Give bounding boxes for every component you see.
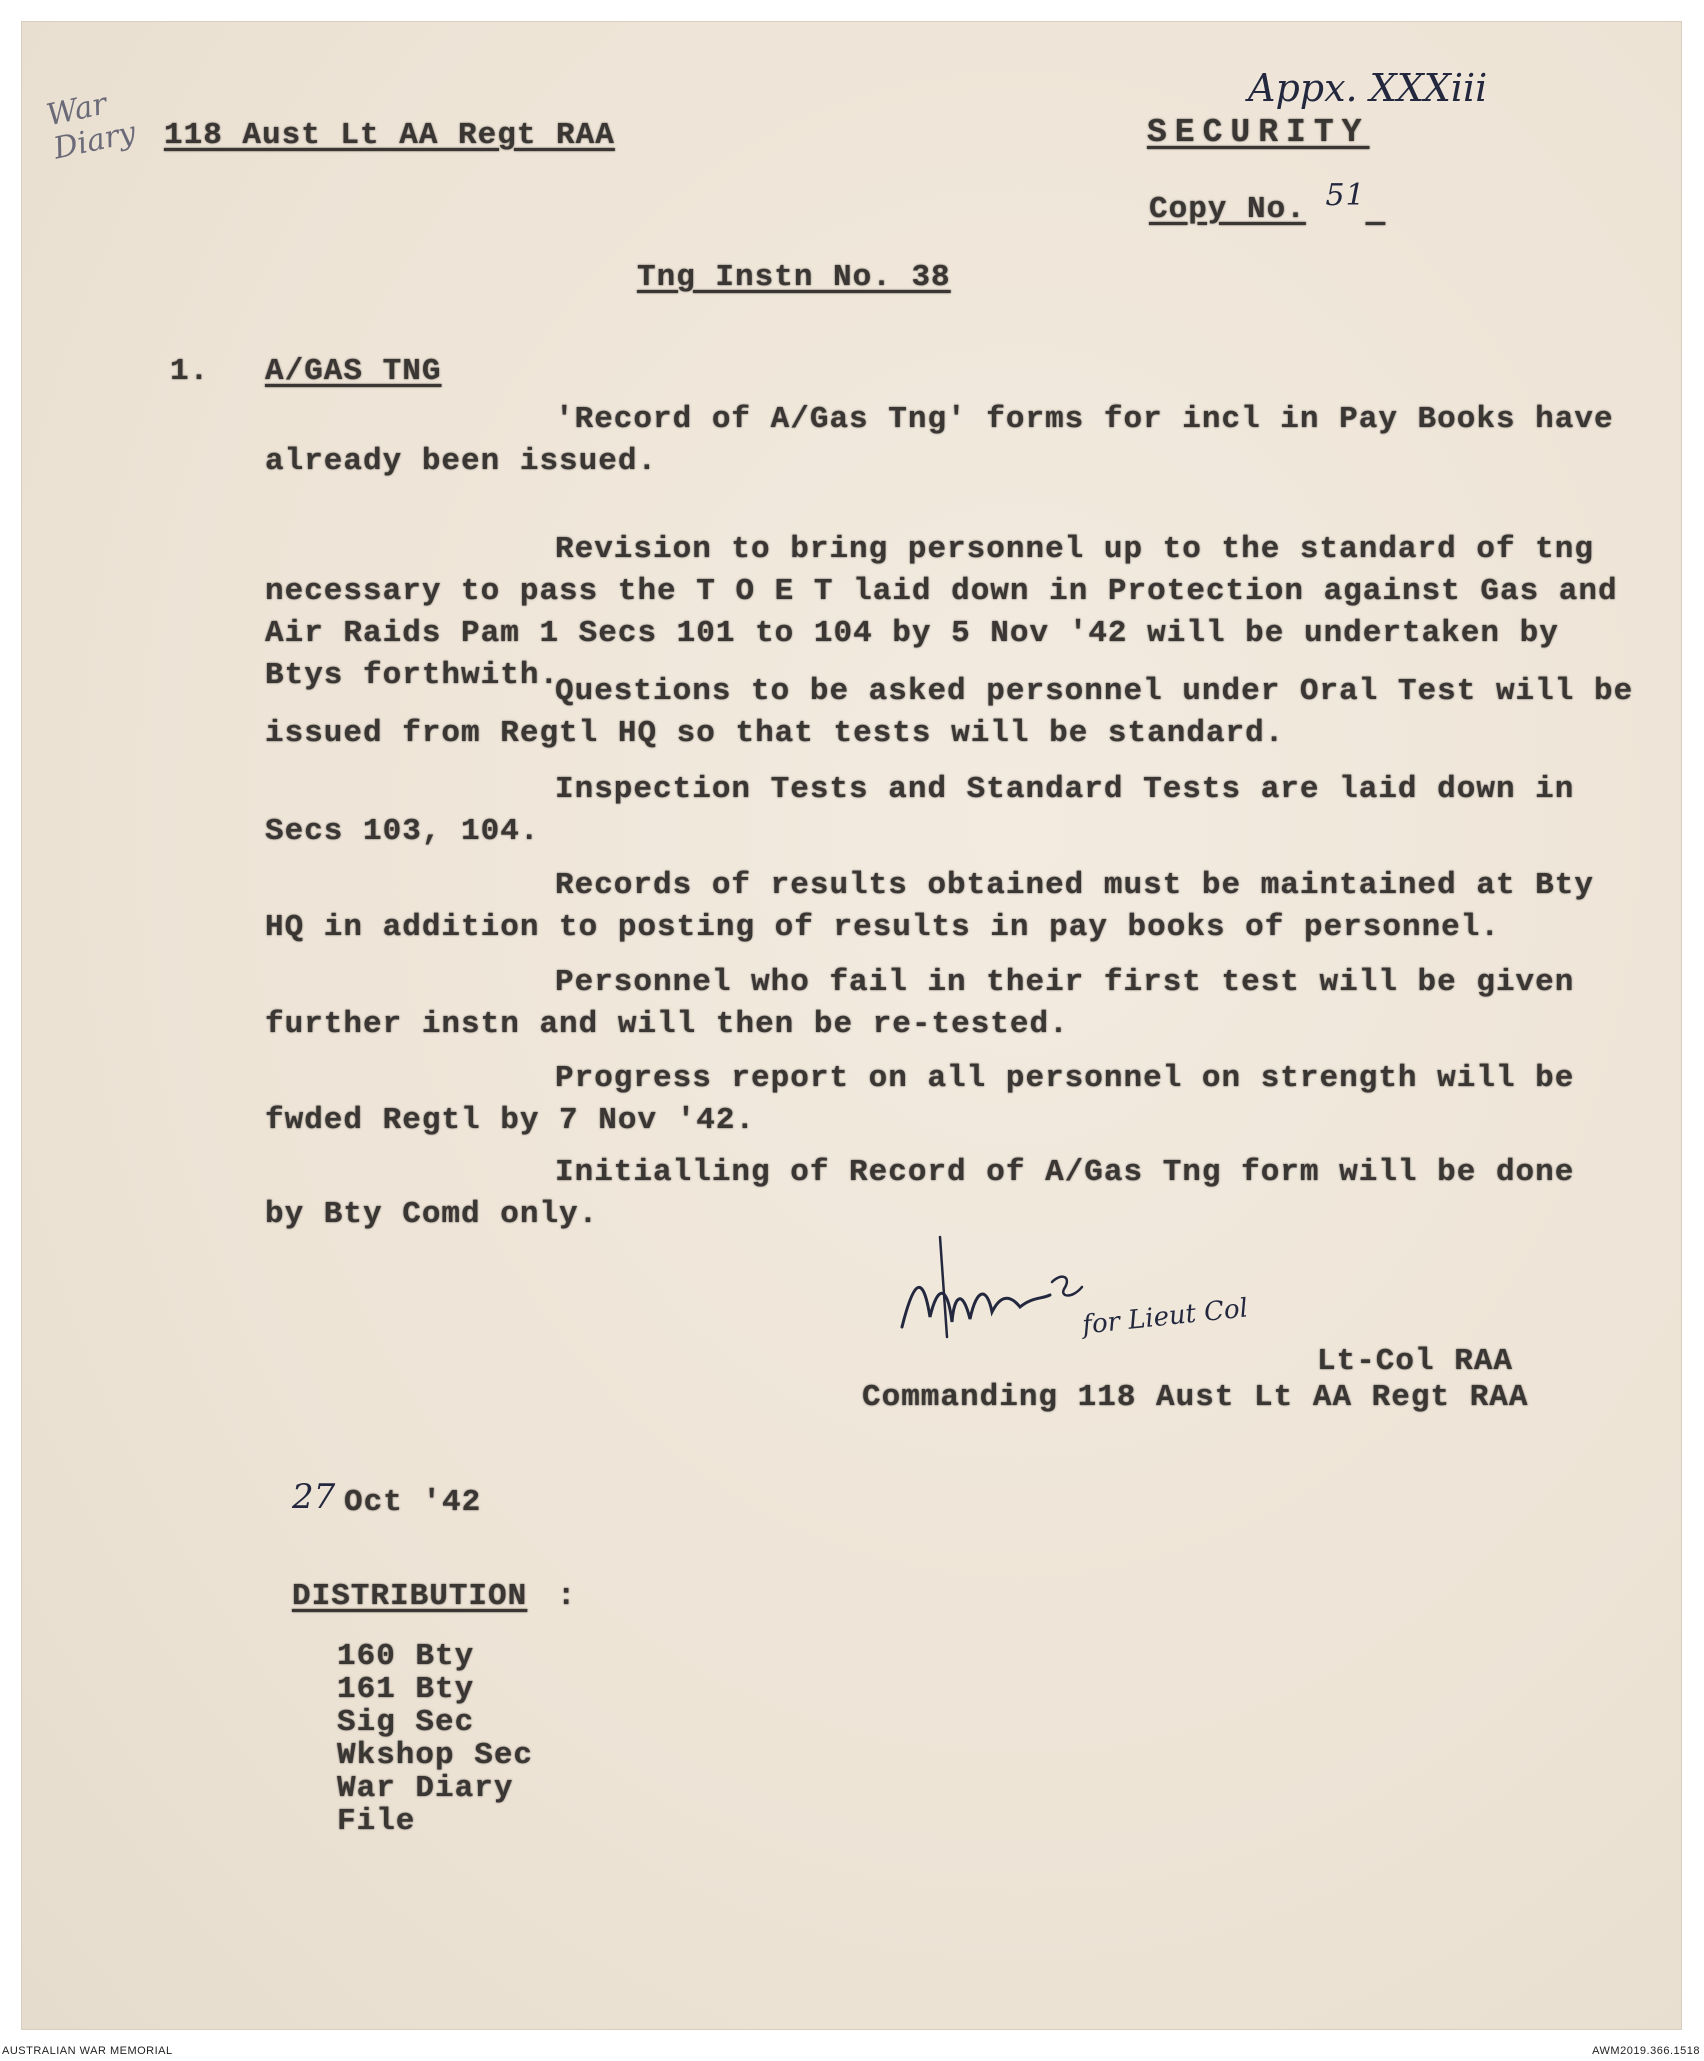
signatory-appointment: Commanding 118 Aust Lt AA Regt RAA: [862, 1380, 1529, 1415]
paragraph-line: Btys forthwith.: [265, 658, 560, 693]
list-item: Wkshop Sec: [337, 1738, 534, 1773]
paragraph-line: Inspection Tests and Standard Tests are laid down in: [555, 772, 1575, 807]
list-item: 161 Bty: [337, 1672, 475, 1707]
list-item: Sig Sec: [337, 1705, 475, 1740]
distribution-colon: :: [556, 1579, 577, 1614]
paragraph-line: Secs 103, 104.: [265, 814, 540, 849]
date-day: 27: [292, 1477, 336, 1517]
paragraph-5: [265, 868, 1595, 952]
paragraph-line: by Bty Comd only.: [265, 1197, 599, 1232]
paragraph-line: Records of results obtained must be maintained at Bty: [555, 868, 1594, 903]
paragraph-line: fwded Regtl by 7 Nov '42.: [265, 1103, 756, 1138]
paragraph-line: Questions to be asked personnel under Oral Test will be: [555, 674, 1634, 709]
signatory-rank: Lt-Col RAA: [1317, 1344, 1514, 1379]
signature-for-note: for Lieut Col: [1080, 1293, 1250, 1341]
unit-heading: 118 Aust Lt AA Regt RAA: [164, 118, 615, 153]
list-item: War Diary: [337, 1771, 514, 1806]
archive-footer-left: AUSTRALIAN WAR MEMORIAL: [2, 2045, 173, 2057]
appendix-note: Appx. XXXiii: [1248, 66, 1488, 110]
date-month-year: Oct '42: [344, 1485, 482, 1520]
copy-underline: [1366, 192, 1416, 227]
paragraph-line: 'Record of A/Gas Tng' forms for incl in Pay Books have: [555, 402, 1614, 437]
paragraph-3: [265, 674, 1634, 758]
paragraph-7: [265, 1061, 1595, 1145]
security-classification: SECURITY: [1147, 114, 1370, 151]
paragraph-line: Initialling of Record of A/Gas Tng form will be done: [555, 1155, 1575, 1190]
paragraph-6: [265, 965, 1595, 1049]
paragraph-line: issued from Regtl HQ so that tests will be standard.: [265, 716, 1285, 751]
archive-footer-right: AWM2019.366.1518: [1592, 2045, 1700, 2057]
paragraph-line: further instn and will then be re-tested.: [265, 1007, 1069, 1042]
paragraph-line: necessary to pass the T O E T laid down in Protection against Gas and: [265, 574, 1618, 609]
copy-label: Copy No.: [1149, 192, 1306, 227]
document-page: [22, 22, 1681, 2029]
paragraph-line: HQ in addition to posting of results in pay books of personnel.: [265, 910, 1500, 945]
distribution-heading: [292, 1579, 576, 1614]
copy-number: 51: [1325, 178, 1366, 213]
paragraph-line: Progress report on all personnel on strength will be: [555, 1061, 1575, 1096]
paragraph-line: already been issued.: [265, 444, 658, 479]
paragraph-line: Revision to bring personnel up to the standard of tng: [555, 532, 1594, 567]
instruction-title: Tng Instn No. 38: [637, 260, 951, 295]
paragraph-line: Air Raids Pam 1 Secs 101 to 104 by 5 Nov '42 will be undertaken by: [265, 616, 1559, 651]
paragraph-line: Personnel who fail in their first test will be given: [555, 965, 1575, 1000]
section-number: 1.: [170, 354, 210, 389]
distribution-title: DISTRIBUTION: [292, 1579, 528, 1614]
list-item: 160 Bty: [337, 1639, 475, 1674]
section-heading: A/GAS TNG: [265, 354, 442, 389]
list-item: File: [337, 1804, 416, 1839]
distribution-list: [337, 1639, 533, 1837]
margin-note: War Diary: [43, 86, 139, 167]
paragraph-1: [265, 402, 1614, 486]
paragraph-4: [265, 772, 1595, 856]
copy-number-line: [1149, 178, 1416, 227]
